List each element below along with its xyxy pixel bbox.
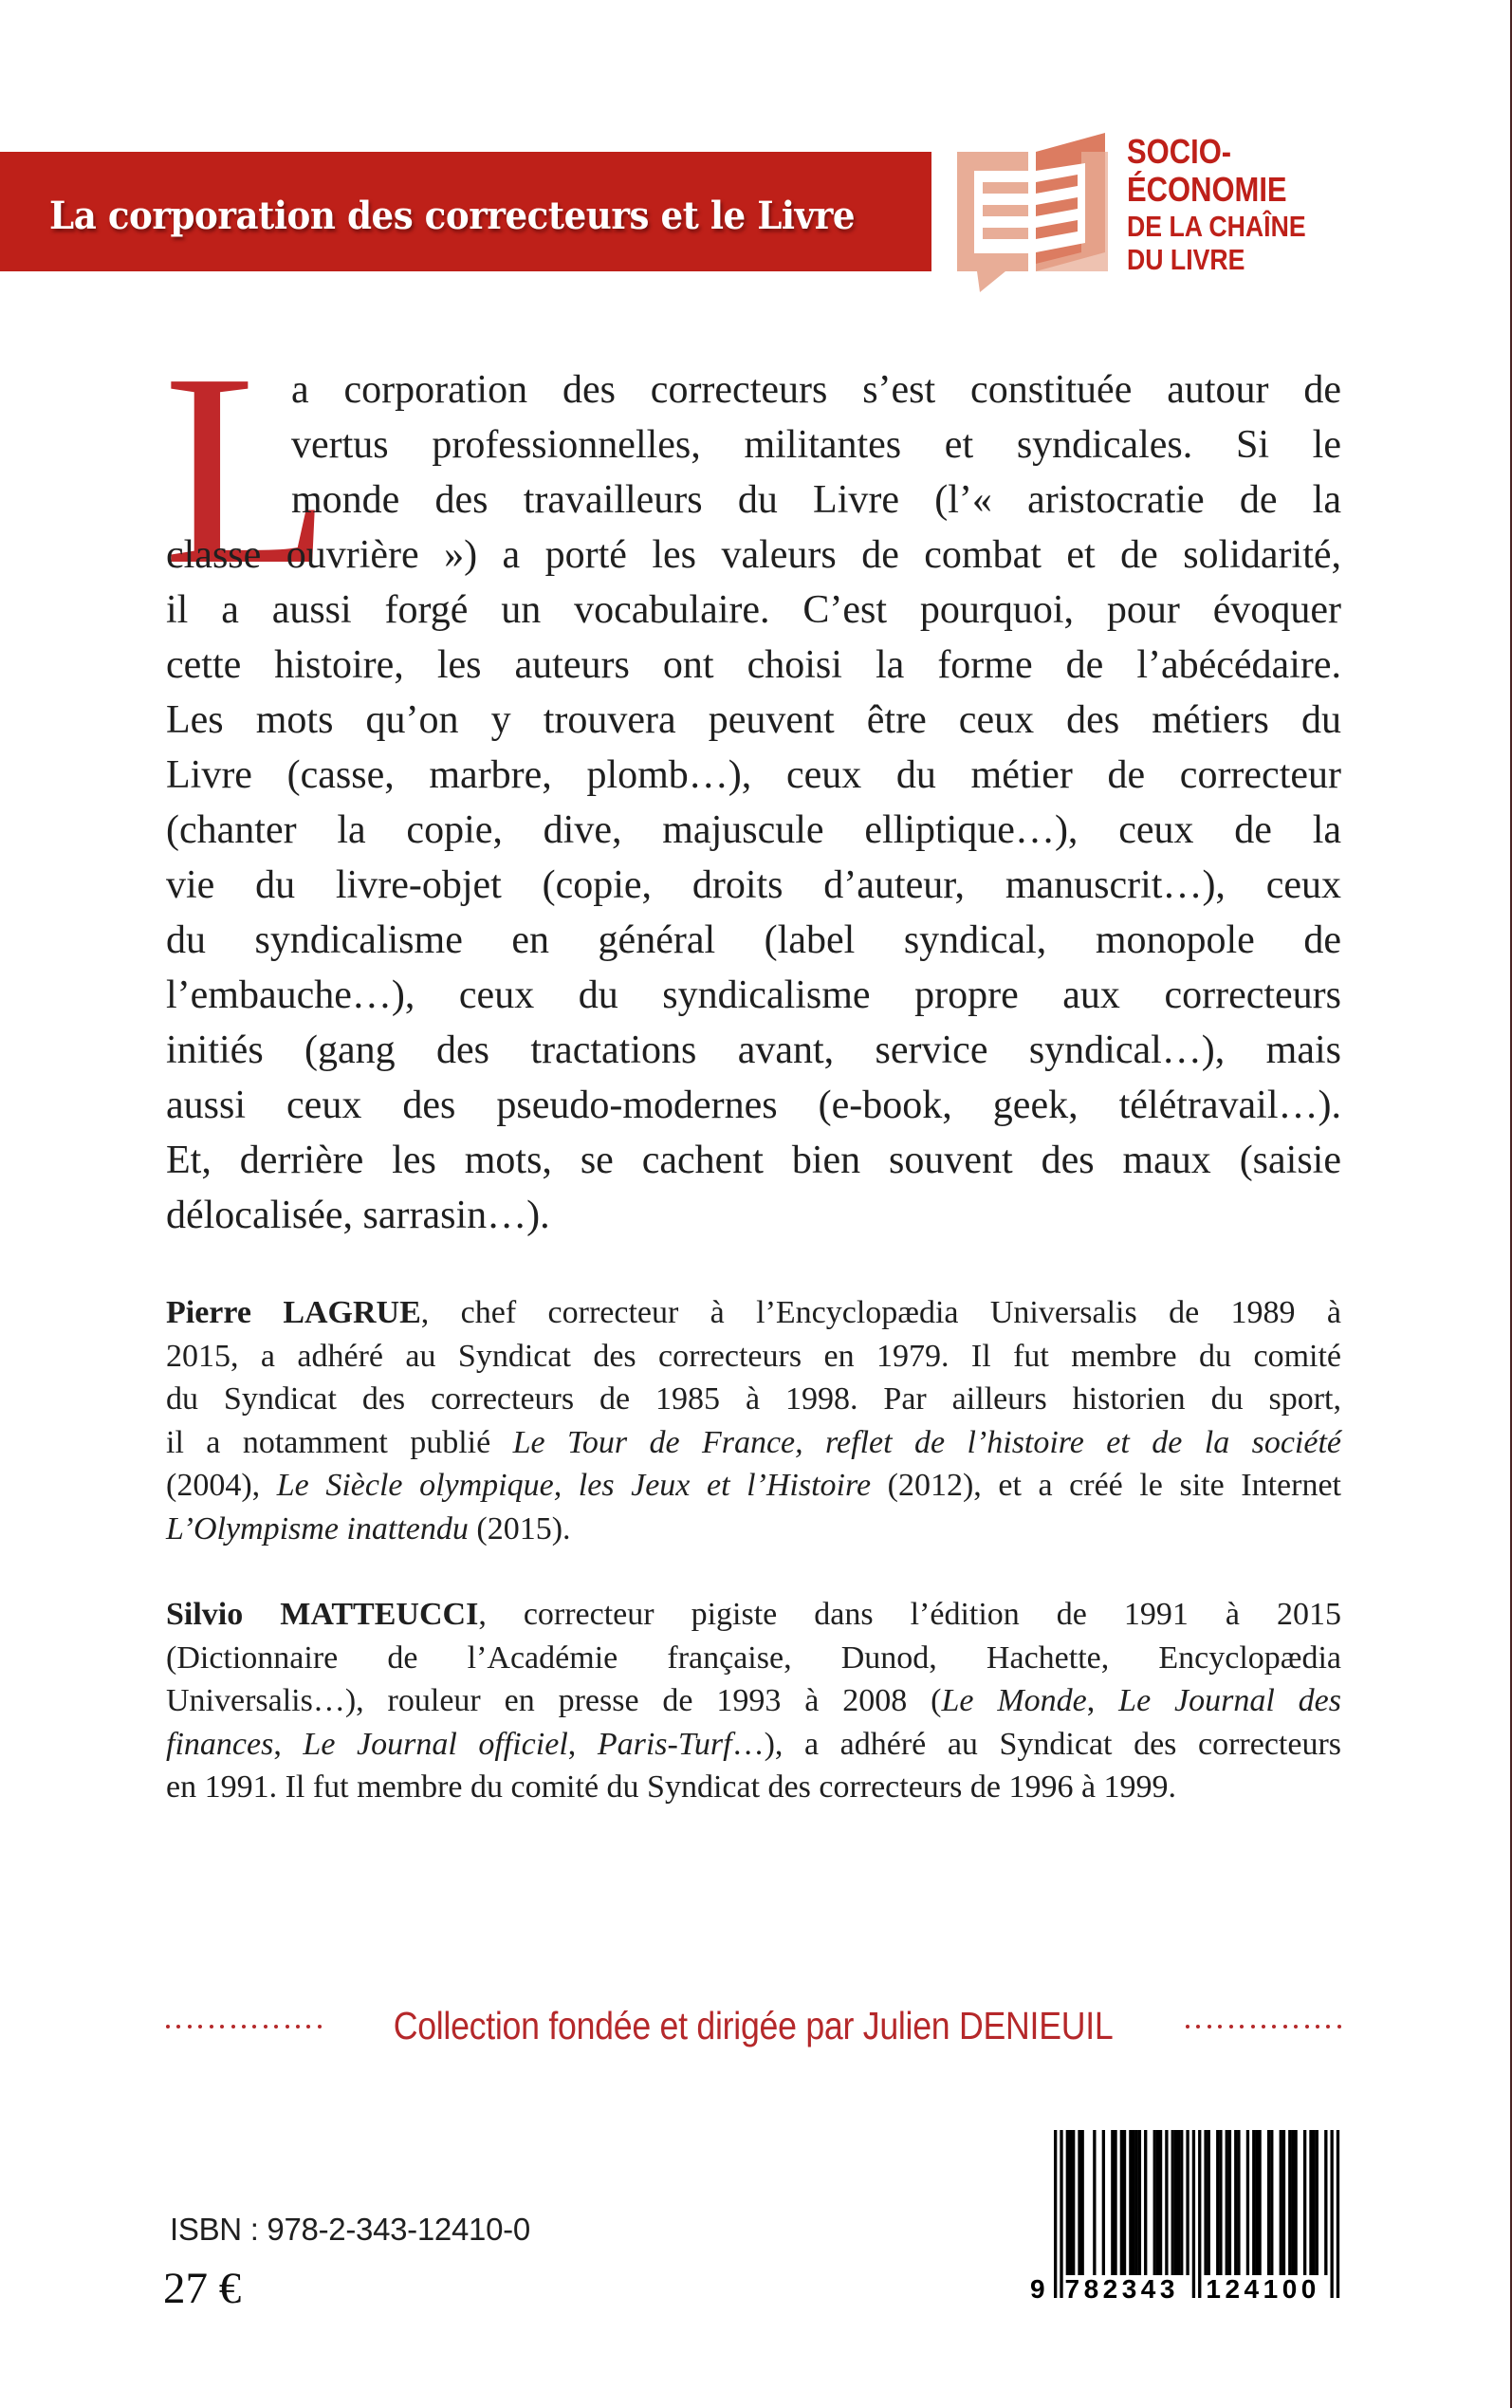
author-bio-lagrue [166, 1291, 1341, 1550]
leader-dot [1337, 2025, 1341, 2028]
leader-dot [252, 2025, 256, 2028]
barcode-bar [1226, 2130, 1228, 2275]
barcode [1023, 2123, 1345, 2313]
barcode-bar [1102, 2130, 1105, 2275]
barcode-digits-right: 124100 [1206, 2274, 1320, 2304]
barcode-bar [1066, 2130, 1069, 2275]
bio-text: (2004), [166, 1468, 277, 1503]
leader-dot [198, 2025, 202, 2028]
work-title: Le Tour de France, reflet de l’histoire et de la société [512, 1424, 1342, 1460]
barcode-bar [1309, 2130, 1312, 2275]
leader-dot [242, 2025, 246, 2028]
logo-text-line: DE LA CHAÎNE [1127, 210, 1306, 243]
barcode-bar [1234, 2130, 1237, 2275]
barcode-bar [1120, 2130, 1123, 2275]
barcode-bar [1123, 2130, 1126, 2275]
leader-dot [166, 2025, 170, 2028]
series-logo-icon [949, 129, 1115, 296]
barcode-bar [1165, 2130, 1168, 2275]
bio-text: (Dictionnaire de l’Académie française, Dunod, Hachette, Encyclopædia [166, 1639, 1341, 1676]
leader-dot [1316, 2025, 1319, 2028]
barcode-bar [1316, 2130, 1318, 2275]
blurb-line: Et, derrière les mots, se cachent bien souvent des maux (saisie [166, 1139, 1341, 1182]
barcode-bar [1054, 2130, 1057, 2298]
bio-text: 2015, a adhéré au Syndicat des correcteurs en 1979. Il fut membre du comité [166, 1338, 1341, 1374]
barcode-bar [1282, 2130, 1285, 2275]
series-logo-text [1127, 133, 1335, 275]
barcode-bar [1171, 2130, 1174, 2275]
barcode-bar [1174, 2130, 1177, 2275]
bio-line [166, 1335, 1341, 1379]
barcode-bar [1153, 2130, 1156, 2275]
leader-dot [1186, 2025, 1189, 2028]
blurb-line: vie du livre-objet (copie, droits d’auteur, manuscrit…), ceux [166, 863, 1341, 907]
leader-dot [274, 2025, 278, 2028]
barcode-bar [1135, 2130, 1138, 2275]
bio-text: , [273, 1726, 304, 1762]
bio-text: en 1991. Il fut membre du comité du Syndicat des correcteurs de 1996 à 1999. [166, 1769, 1177, 1805]
barcode-bar [1267, 2130, 1270, 2275]
bio-line [166, 1464, 1341, 1508]
barcode-bar [1303, 2130, 1306, 2275]
barcode-bar [1069, 2130, 1072, 2275]
barcode-bar [1324, 2130, 1327, 2275]
barcode-bar [1129, 2130, 1132, 2275]
logo-line [983, 228, 1028, 239]
leader-dot [1208, 2025, 1211, 2028]
collection-text: Collection fondée et dirigée par Julien DENIEUIL [394, 2004, 1114, 2047]
barcode-bar [1093, 2130, 1096, 2275]
blurb-line: du syndicalisme en général (label syndical, monopole de [166, 918, 1341, 962]
leader-dot [1283, 2025, 1287, 2028]
leader-dot [318, 2025, 322, 2028]
barcode-digit: 9 [1029, 2274, 1050, 2304]
leader-dot [188, 2025, 192, 2028]
blurb-line: l’embauche…), ceux du syndicalisme propre aux correcteurs [166, 973, 1341, 1017]
blurb-line: monde des travailleurs du Livre (l’« aristocratie de la [291, 478, 1341, 522]
barcode-bar [1186, 2130, 1189, 2275]
bio-line [166, 1421, 1341, 1465]
bio-line [166, 1593, 1341, 1637]
bio-line [166, 1637, 1341, 1680]
blurb-line: vertus professionnelles, militantes et syndicales. Si le [291, 423, 1341, 467]
barcode-bar [1081, 2130, 1084, 2275]
barcode-bar [1228, 2130, 1231, 2275]
barcode-bar [1204, 2130, 1207, 2275]
blurb-line: Livre (casse, marbre, plomb…), ceux du métier de correcteur [166, 753, 1341, 797]
leader-dot [286, 2025, 289, 2028]
leader-dot [1305, 2025, 1309, 2028]
barcode-bar [1330, 2130, 1333, 2298]
barcode-bar [1177, 2130, 1180, 2275]
barcode-bar [1294, 2130, 1297, 2275]
blurb-line: il a aussi forgé un vocabulaire. C’est pourquoi, pour évoquer [166, 588, 1341, 632]
barcode-bar [1144, 2130, 1147, 2275]
barcode-bar [1280, 2130, 1282, 2275]
logo-text-line: DU LIVRE [1127, 243, 1245, 276]
leader-dot [1272, 2025, 1276, 2028]
leader-dot [1196, 2025, 1200, 2028]
leader-dot [176, 2025, 180, 2028]
blurb-line: délocalisée, sarrasin…). [166, 1194, 550, 1237]
drop-cap: L [163, 317, 332, 621]
barcode-bar [1255, 2130, 1258, 2275]
barcode-bar [1270, 2130, 1273, 2275]
barcode-bar [1208, 2130, 1210, 2275]
barcode-bar [1072, 2130, 1075, 2275]
collection-credit [166, 2002, 1341, 2049]
blurb-line: classe ouvrière ») a porté les valeurs de combat et de solidarité, [166, 533, 1341, 577]
work-title: finances [166, 1726, 274, 1762]
bio-line [166, 1766, 1341, 1809]
work-title: L’Olympisme inattendu [166, 1510, 469, 1547]
bio-line [166, 1679, 1341, 1723]
bio-line [166, 1508, 1341, 1551]
bio-text: , correcteur pigiste dans l’édition de 1991 à 2015 [478, 1597, 1342, 1632]
bio-text: , [1086, 1683, 1119, 1718]
blurb-line: Les mots qu’on y trouvera peuvent être ceux des métiers du [166, 698, 1341, 742]
blurb-line: cette histoire, les auteurs ont choisi la forme de l’abécédaire. [166, 643, 1341, 687]
work-title: Le Monde [941, 1683, 1087, 1718]
bio-text: , chef correcteur à l’Encyclopædia Universalis de 1989 à [420, 1295, 1341, 1330]
barcode-bar [1312, 2130, 1315, 2275]
barcode-bar [1237, 2130, 1240, 2275]
bio-text: , [567, 1726, 598, 1762]
barcode-bar [1258, 2130, 1261, 2275]
leader-dot [1326, 2025, 1330, 2028]
leader-dot [1294, 2025, 1298, 2028]
leader-dot [220, 2025, 224, 2028]
work-title: Le Journal des [1118, 1683, 1342, 1718]
barcode-bar [1246, 2130, 1249, 2275]
work-title: Le Journal officiel [303, 1726, 568, 1762]
bio-text: du Syndicat des correcteurs de 1985 à 1998. Par ailleurs historien du sport, [166, 1381, 1341, 1417]
bio-text: Universalis…), rouleur en presse de 1993 à 2008 ( [166, 1683, 942, 1718]
barcode-bar [1156, 2130, 1159, 2275]
barcode-bar [1114, 2130, 1116, 2275]
author-name: Pierre LAGRUE [166, 1295, 421, 1330]
barcode-bar [1291, 2130, 1294, 2275]
leader-dot [231, 2025, 235, 2028]
blurb-line: a corporation des correcteurs s’est constituée autour de [291, 368, 1341, 412]
author-name: Silvio MATTEUCCI [166, 1597, 479, 1632]
leader-dot [296, 2025, 300, 2028]
bio-text: il a notamment publié [166, 1424, 513, 1460]
leader-dot [1240, 2025, 1244, 2028]
barcode-bar [1111, 2130, 1114, 2275]
barcode-bar [1078, 2130, 1080, 2275]
barcode-bar [1198, 2130, 1201, 2298]
bio-text: …), a adhéré au Syndicat des correcteurs [731, 1726, 1342, 1762]
barcode-digits-left: 782343 [1064, 2274, 1179, 2304]
barcode-bar [1337, 2130, 1339, 2298]
work-title: Le Siècle olympique, les Jeux et l’Histoire [276, 1468, 872, 1503]
bio-line [166, 1291, 1341, 1335]
blurb-line: aussi ceux des pseudo-modernes (e-book, geek, télétravail…). [166, 1084, 1341, 1127]
book-title: La corporation des correcteurs et le Livre [49, 194, 856, 238]
leader-dot [1218, 2025, 1222, 2028]
logo-text-line: ÉCONOMIE [1127, 170, 1287, 209]
work-title: Paris-Turf [597, 1726, 732, 1762]
blurb-line: initiés (gang des tractations avant, service syndical…), mais [166, 1028, 1341, 1072]
leader-dot [306, 2025, 310, 2028]
leader-dot [1262, 2025, 1265, 2028]
leader-dot [264, 2025, 267, 2028]
barcode-bar [1180, 2130, 1183, 2275]
logo-text-line: SOCIO- [1127, 132, 1232, 171]
barcode-bar [1288, 2130, 1291, 2275]
barcode-bar [1219, 2130, 1222, 2275]
logo-line [983, 205, 1028, 216]
barcode-bar [1216, 2130, 1219, 2275]
barcode-bar [1192, 2130, 1195, 2298]
logo-line [983, 182, 1028, 194]
dot-leader-left [166, 2023, 322, 2028]
bio-line [166, 1723, 1341, 1767]
leader-dot [1229, 2025, 1233, 2028]
author-bio-matteucci [166, 1593, 1341, 1809]
barcode-bar [1060, 2130, 1062, 2298]
blurb-line: (chanter la copie, dive, majuscule elliptique…), ceux de la [166, 808, 1341, 852]
bio-text: (2012), et a créé le site Internet [871, 1468, 1341, 1503]
dot-leader-right [1186, 2023, 1341, 2028]
leader-dot [1251, 2025, 1255, 2028]
blurb-text [166, 362, 1341, 1243]
bio-text: (2015). [468, 1510, 571, 1547]
price: 27 € [163, 2264, 242, 2313]
barcode-bar [1252, 2130, 1255, 2275]
barcode-bar [1132, 2130, 1134, 2275]
barcode-bar [1138, 2130, 1141, 2275]
bio-line [166, 1378, 1341, 1421]
isbn: ISBN : 978-2-343-12410-0 [170, 2212, 530, 2247]
barcode-bar [1159, 2130, 1162, 2275]
leader-dot [210, 2025, 213, 2028]
